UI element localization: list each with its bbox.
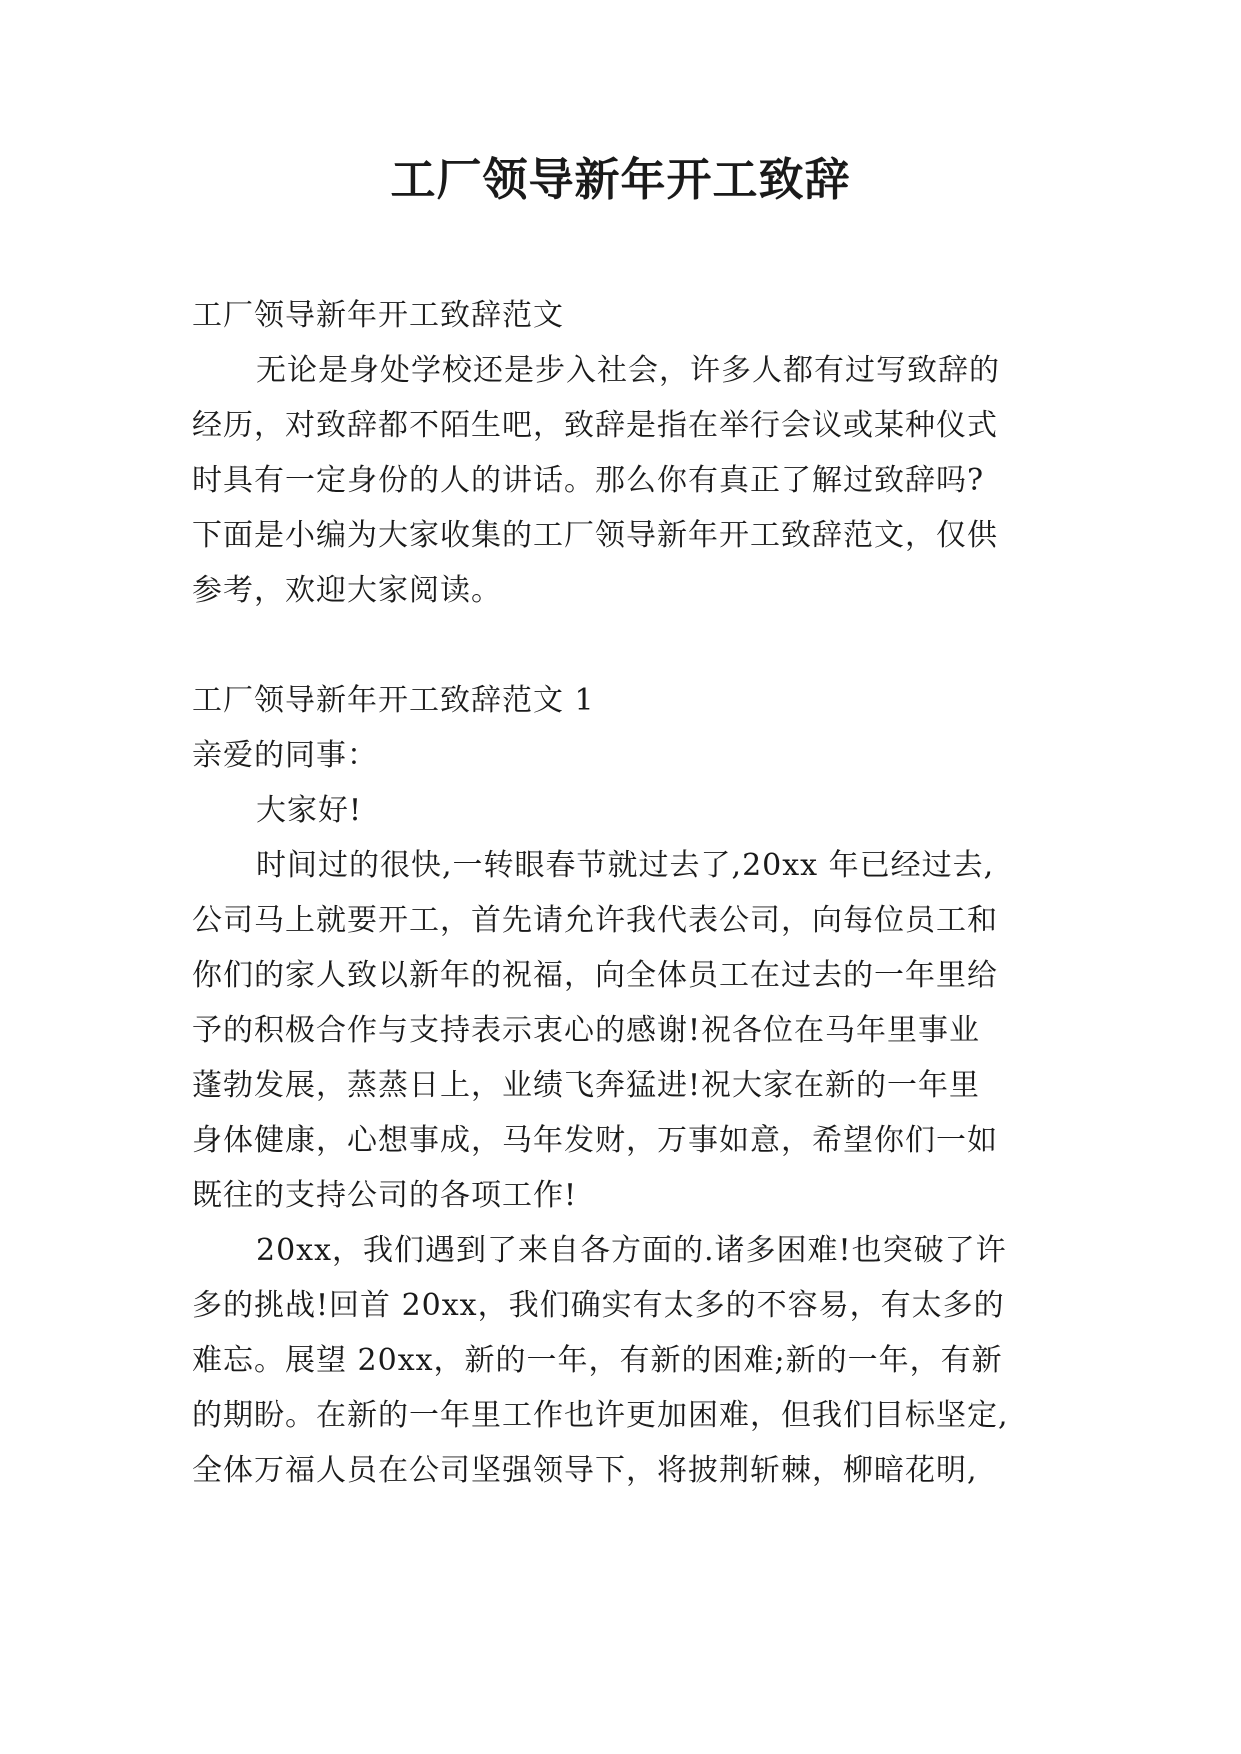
intro-line: 时具有一定身份的人的讲话。那么你有真正了解过致辞吗? [192,463,985,498]
paragraph-line: 蓬勃发展，蒸蒸日上，业绩飞奔猛进!祝大家在新的一年里 [192,1068,981,1103]
paragraph-2 [192,1223,1054,1498]
paragraph-line: 予的积极合作与支持表示衷心的感谢!祝各位在马年里事业 [192,1013,981,1048]
paragraph-1 [192,838,1054,1223]
greeting: 大家好! [256,793,363,828]
paragraph-line: 公司马上就要开工，首先请允许我代表公司，向每位员工和 [192,903,998,938]
paragraph-line: 全体万福人员在公司坚强领导下，将披荆斩棘，柳暗花明, [192,1453,978,1488]
document-body [192,288,1054,1498]
paragraph-line: 的期盼。在新的一年里工作也许更加困难，但我们目标坚定, [192,1398,1009,1433]
intro-line: 参考，欢迎大家阅读。 [192,573,502,608]
paragraph-line: 难忘。展望 20xx，新的一年，有新的困难;新的一年，有新 [192,1343,1003,1378]
paragraph-line: 你们的家人致以新年的祝福，向全体员工在过去的一年里给 [192,958,998,993]
paragraph-line: 20xx，我们遇到了来自各方面的.诸多困难!也突破了许 [256,1233,1007,1268]
intro-line: 无论是身处学校还是步入社会，许多人都有过写致辞的 [256,353,1000,388]
intro-line: 下面是小编为大家收集的工厂领导新年开工致辞范文，仅供 [192,518,998,553]
blank-line [192,618,1054,673]
paragraph-line: 时间过的很快,一转眼春节就过去了,20xx 年已经过去, [256,848,995,883]
salutation: 亲爱的同事： [192,738,378,773]
paragraph-line: 身体健康，心想事成，马年发财，万事如意，希望你们一如 [192,1123,998,1158]
intro-paragraph [192,343,1054,618]
intro-line: 经历，对致辞都不陌生吧，致辞是指在举行会议或某种仪式 [192,408,998,443]
paragraph-line: 既往的支持公司的各项工作! [192,1178,578,1213]
section-heading: 工厂领导新年开工致辞范文 1 [192,683,595,718]
paragraph-line: 多的挑战!回首 20xx，我们确实有太多的不容易，有太多的 [192,1288,1005,1323]
subtitle: 工厂领导新年开工致辞范文 [192,298,564,333]
document-title: 工厂领导新年开工致辞 [390,153,851,206]
